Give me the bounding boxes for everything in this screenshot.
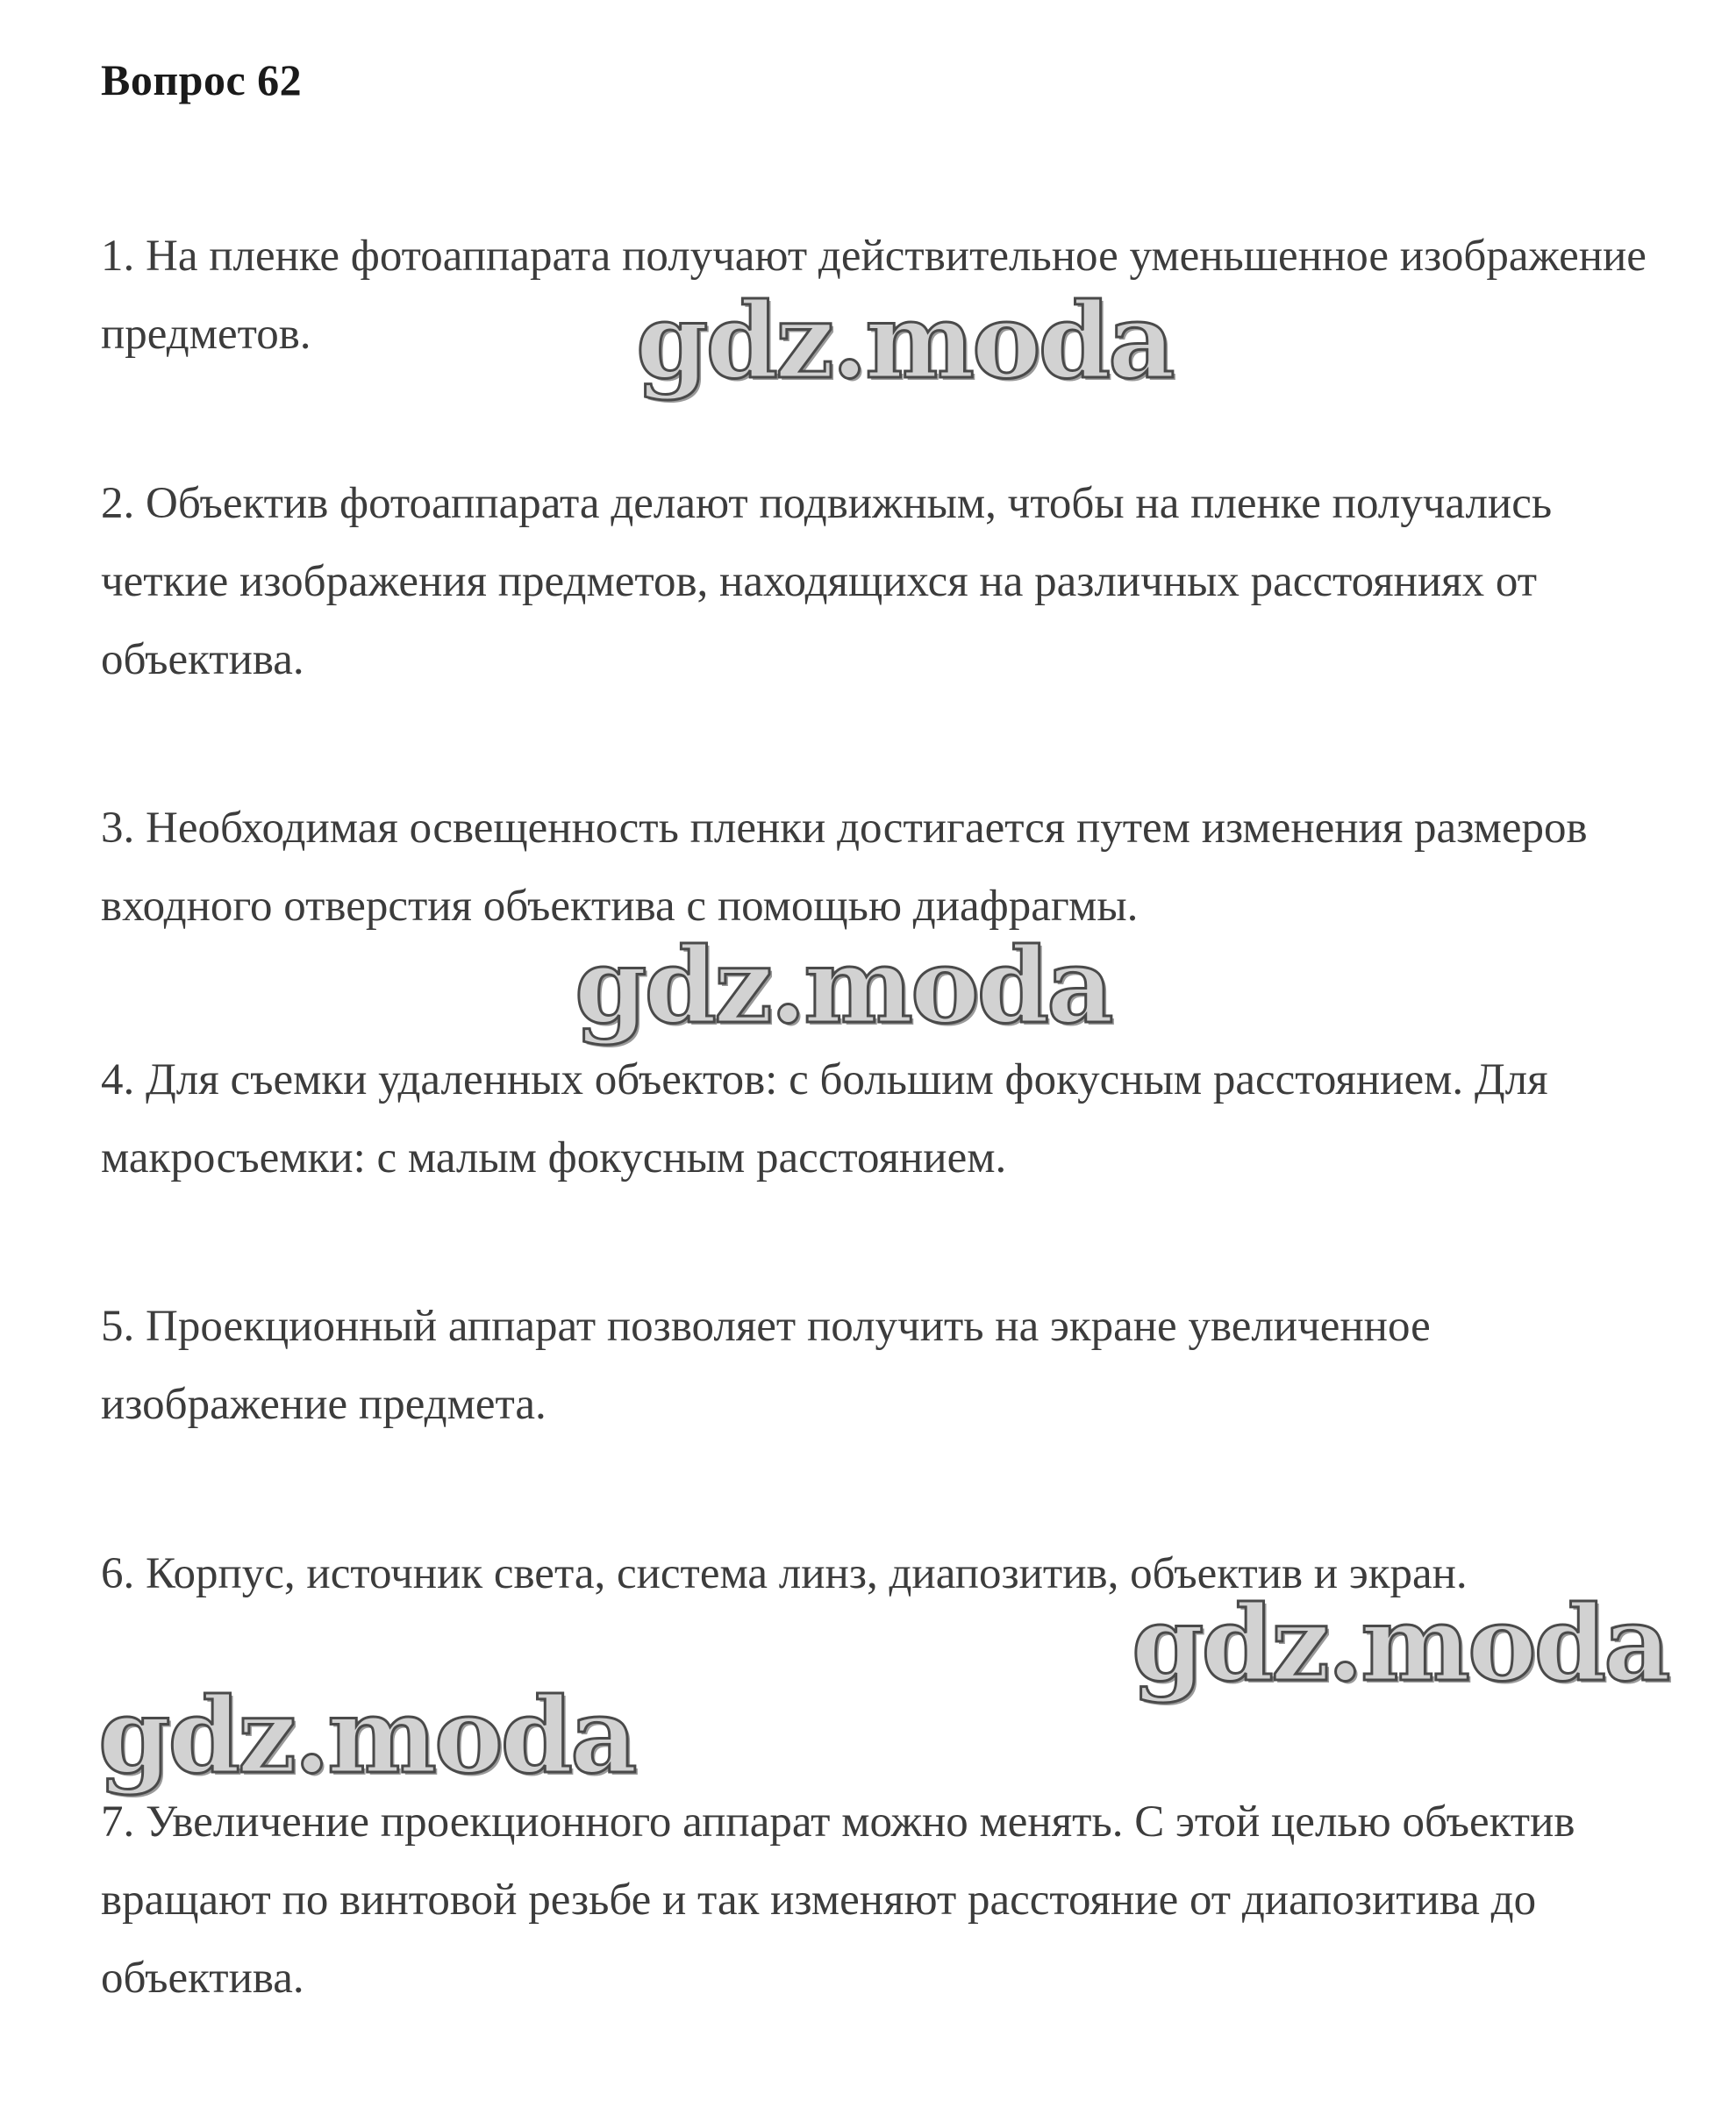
watermark: gdz.moda <box>1132 1583 1668 1704</box>
answer-6: 6. Корпус, источник света, система линз, диапозитив, объектив и экран. <box>101 1549 1468 1598</box>
answer-4: 4. Для съемки удаленных объектов: с большим фокусным расстоянием. Для макросъемки: с малым фокусным расстоянием. <box>101 1055 1548 1183</box>
answer-2: 2. Объектив фотоаппарата делают подвижным, чтобы на пленке получались четкие изображения предметов, находящихся на различных расстояниях от объектива. <box>101 479 1553 684</box>
watermark: gdz.moda <box>575 925 1111 1047</box>
answer-5: 5. Проекционный аппарат позволяет получить на экране увеличенное изображение предмета. <box>101 1302 1431 1429</box>
watermark: gdz.moda <box>98 1675 635 1797</box>
answer-1: 1. На пленке фотоаппарата получают действительное уменьшенное изображение предметов. <box>101 232 1647 359</box>
answer-3: 3. Необходимая освещенность пленки достигается путем изменения размеров входного отверстия объектива с помощью диафрагмы. <box>101 804 1588 931</box>
page-title: Вопрос 62 <box>101 55 303 104</box>
answer-7: 7. Увеличение проекционного аппарат можно менять. С этой целью объектив вращают по винтовой резьбе и так изменяют расстояние от диапозитива до объектива. <box>101 1797 1575 2003</box>
watermark: gdz.moda <box>636 280 1173 402</box>
